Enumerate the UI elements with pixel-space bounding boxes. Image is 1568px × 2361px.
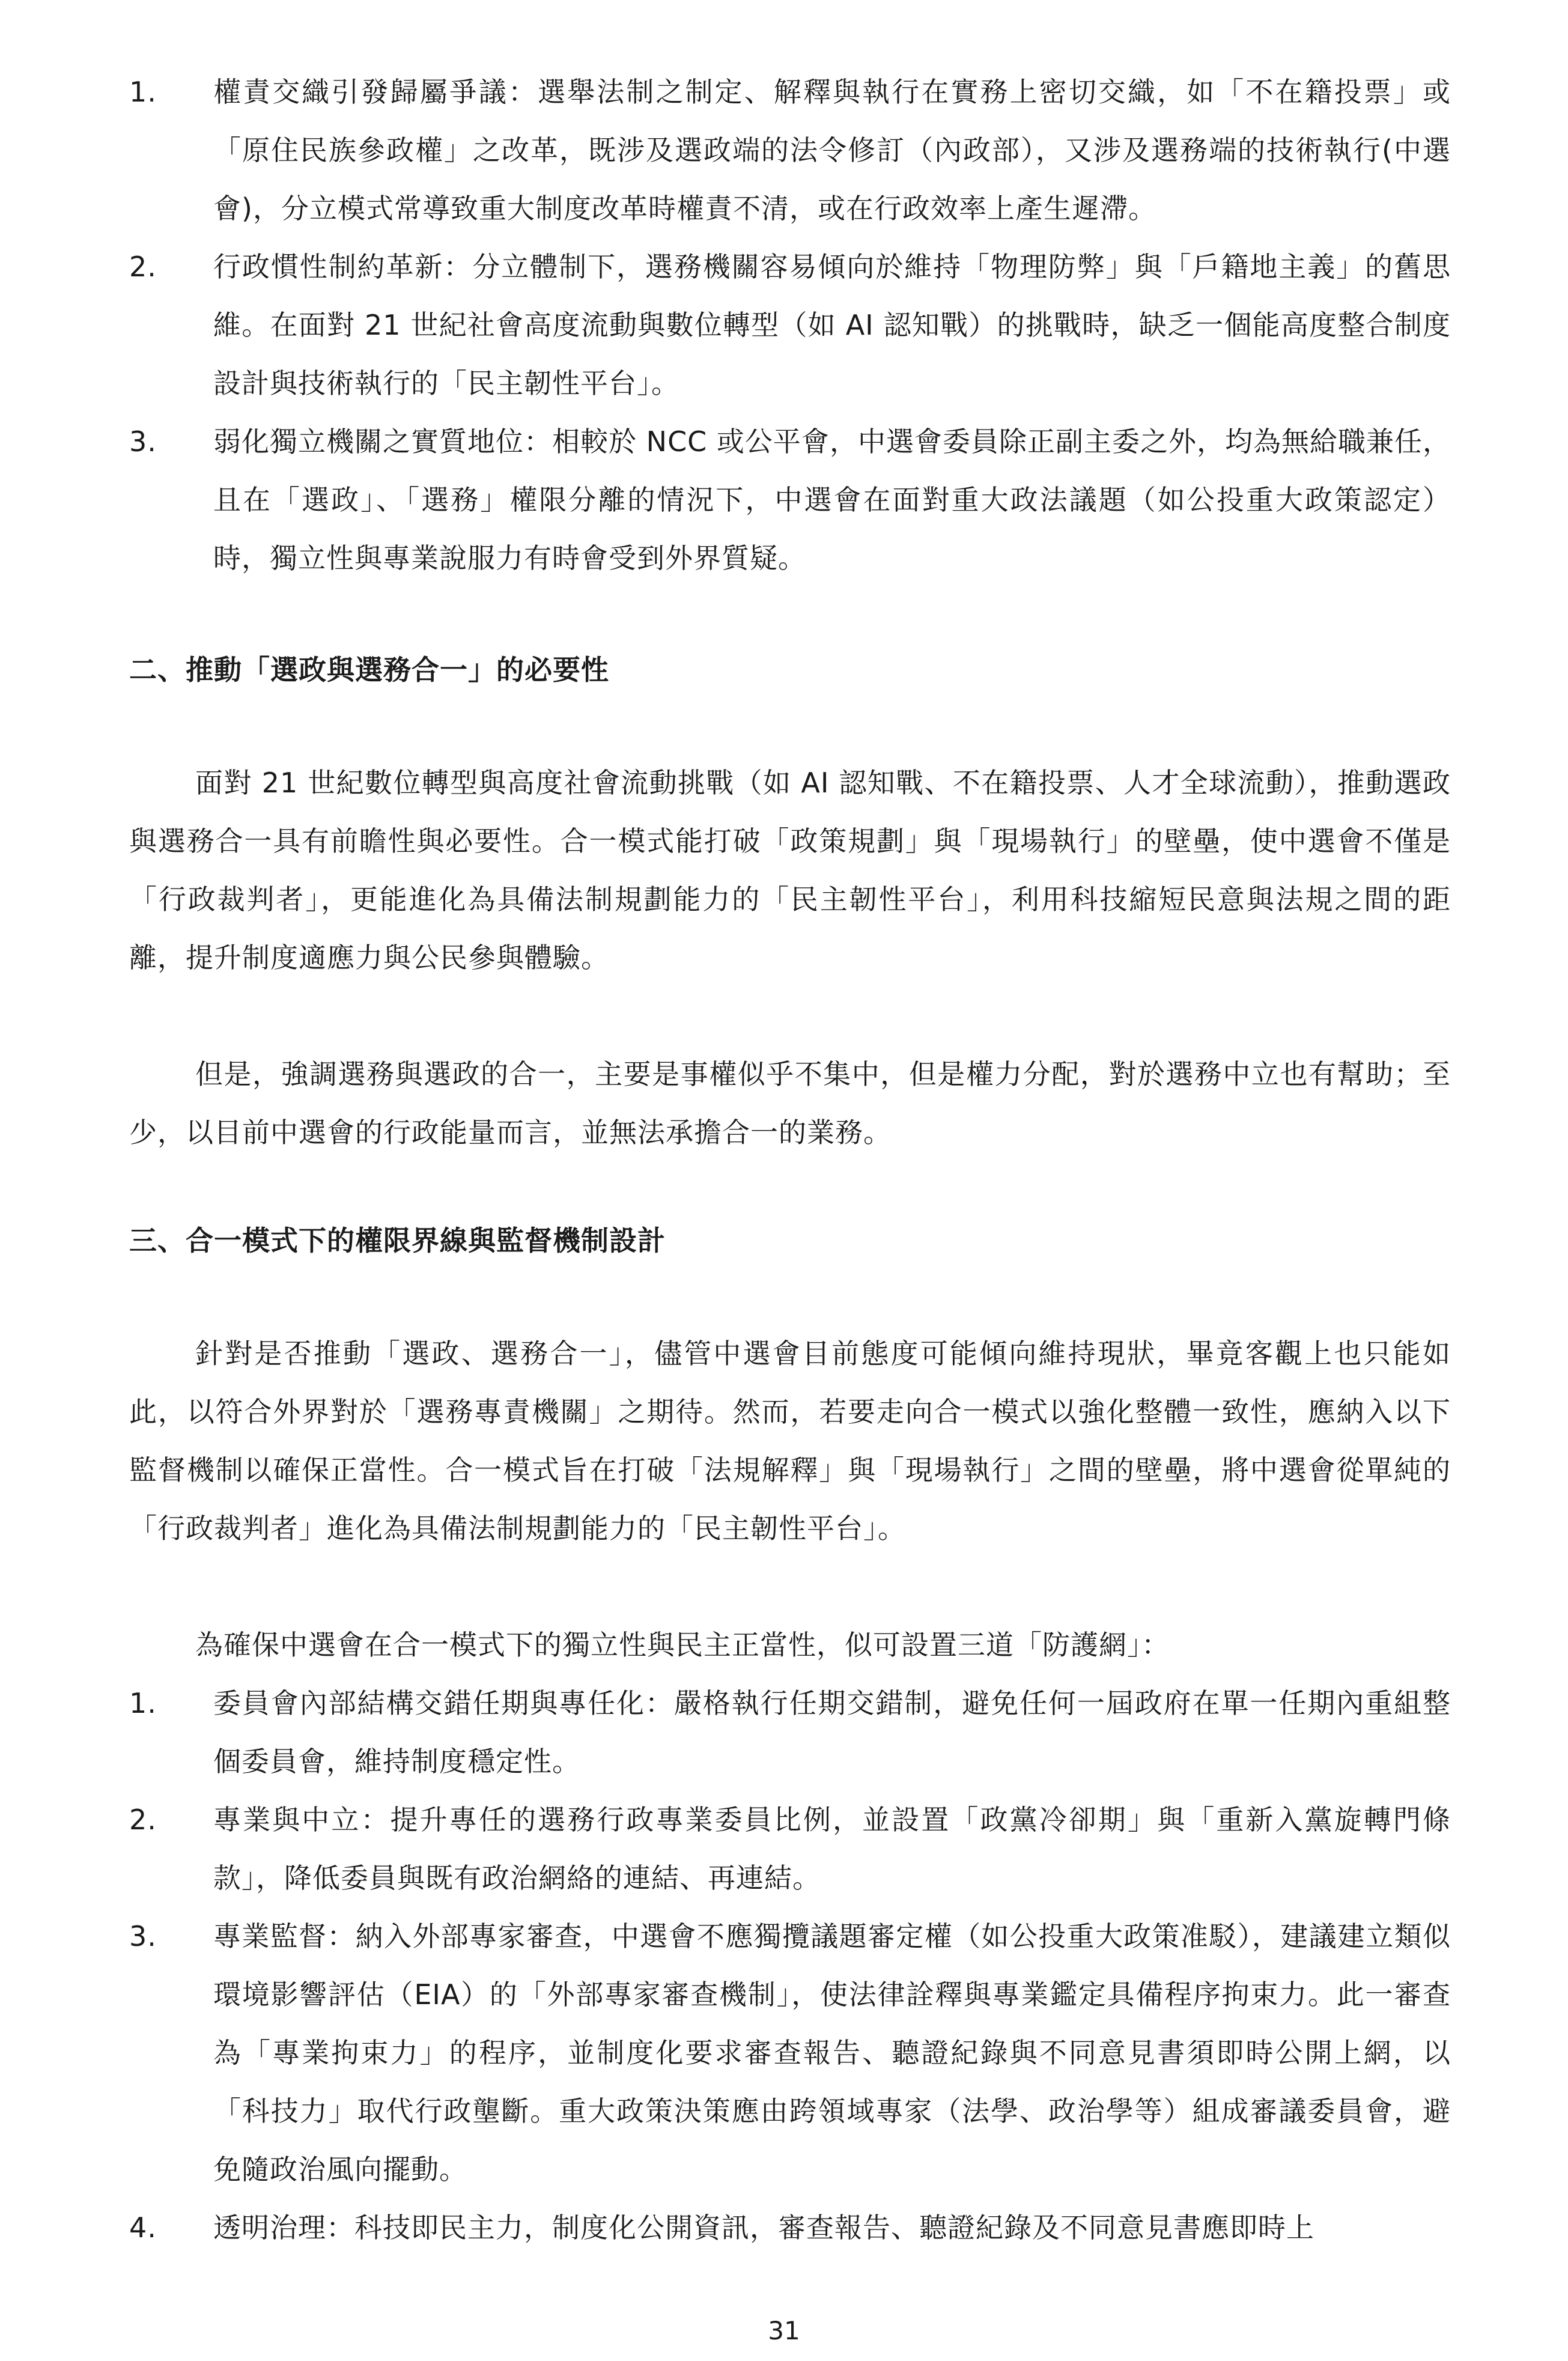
page-number: 31 [768, 2316, 800, 2345]
list-item-number: 4. [129, 2211, 157, 2244]
list-item-number: 2. [129, 1803, 157, 1836]
list-item-text: 專業監督：納入外部專家審查，中選會不應獨攬議題審定權（如公投重大政策准駁），建議建立類似環境影響評估（EIA）的「外部專家審查機制」，使法律詮釋與專業鑑定具備程序拘束力。此一審查為「專業拘束力」的程序，並制度化要求審查報告、聽證紀錄與不同意見書須即時公開上網，以「科技力」取代行政壟斷。重大政策決策應由跨領域專家（法學、政治學等）組成審議委員會，避免隨政治風向擺動。 [213, 1920, 1451, 2186]
list-item [129, 1674, 1451, 1791]
list-item-number: 2. [129, 251, 157, 283]
list-item [129, 238, 1451, 413]
list-item-text: 透明治理：科技即民主力，制度化公開資訊，審查報告、聽證紀錄及不同意見書應即時上 [213, 2211, 1314, 2244]
list-item-text: 權責交織引發歸屬爭議：選舉法制之制定、解釋與執行在實務上密切交織，如「不在籍投票」或「原住民族參政權」之改革，既涉及選政端的法令修訂（內政部），又涉及選務端的技術執行(中選會)，分立模式常導致重大制度改革時權責不清，或在行政效率上產生遲滯。 [213, 76, 1451, 225]
list-item-text: 行政慣性制約革新：分立體制下，選務機關容易傾向於維持「物理防弊」與「戶籍地主義」的舊思維。在面對 21 世紀社會高度流動與數位轉型（如 AI 認知戰）的挑戰時，缺乏一個能高度整合制度設計與技術執行的「民主韌性平台」。 [213, 251, 1451, 400]
list-item [129, 1907, 1451, 2199]
oversight-numbered-list [129, 1674, 1451, 2257]
list-item [129, 63, 1451, 238]
list-item-number: 3. [129, 425, 157, 458]
paragraph-intro: 為確保中選會在合一模式下的獨立性與民主正當性，似可設置三道「防護網」： [195, 1629, 1170, 1661]
paragraph: 針對是否推動「選政、選務合一」，儘管中選會目前態度可能傾向維持現狀，畢竟客觀上也只能如此，以符合外界對於「選務專責機關」之期待。然而，若要走向合一模式以強化整體一致性，應納入以下監督機制以確保正當性。合一模式旨在打破「法規解釋」與「現場執行」之間的壁壘，將中選會從單純的「行政裁判者」進化為具備法制規劃能力的「民主韌性平台」。 [129, 1337, 1451, 1545]
paragraph: 但是，強調選務與選政的合一，主要是事權似乎不集中，但是權力分配，對於選務中立也有幫助；至少，以目前中選會的行政能量而言，並無法承擔合一的業務。 [129, 1058, 1451, 1149]
list-item-number: 1. [129, 1687, 157, 1719]
paragraph: 面對 21 世紀數位轉型與高度社會流動挑戰（如 AI 認知戰、不在籍投票、人才全球流動），推動選政與選務合一具有前瞻性與必要性。合一模式能打破「政策規劃」與「現場執行」的壁壘，使中選會不僅是「行政裁判者」，更能進化為具備法制規劃能力的「民主韌性平台」，利用科技縮短民意與法規之間的距離，提升制度適應力與公民參與體驗。 [129, 767, 1451, 974]
list-item [129, 2199, 1451, 2257]
list-item-number: 3. [129, 1920, 157, 1952]
section-heading: 二、推動「選政與選務合一」的必要性 [129, 654, 609, 686]
list-item [129, 1791, 1451, 1907]
list-item-text: 弱化獨立機關之實質地位：相較於 NCC 或公平會，中選會委員除正副主委之外，均為無給職兼任，且在「選政」、「選務」權限分離的情況下，中選會在面對重大政法議題（如公投重大政策認定）時，獨立性與專業說服力有時會受到外界質疑。 [213, 425, 1451, 574]
list-item-text: 專業與中立：提升專任的選務行政專業委員比例，並設置「政黨冷卻期」與「重新入黨旋轉門條款」，降低委員與既有政治網絡的連結、再連結。 [213, 1803, 1451, 1894]
list-item [129, 413, 1451, 588]
list-item-text: 委員會內部結構交錯任期與專任化：嚴格執行任期交錯制，避免任何一屆政府在單一任期內重組整個委員會，維持制度穩定性。 [213, 1687, 1451, 1778]
list-item-number: 1. [129, 76, 157, 108]
top-numbered-list [129, 63, 1451, 588]
section-heading: 三、合一模式下的權限界線與監督機制設計 [129, 1224, 666, 1257]
